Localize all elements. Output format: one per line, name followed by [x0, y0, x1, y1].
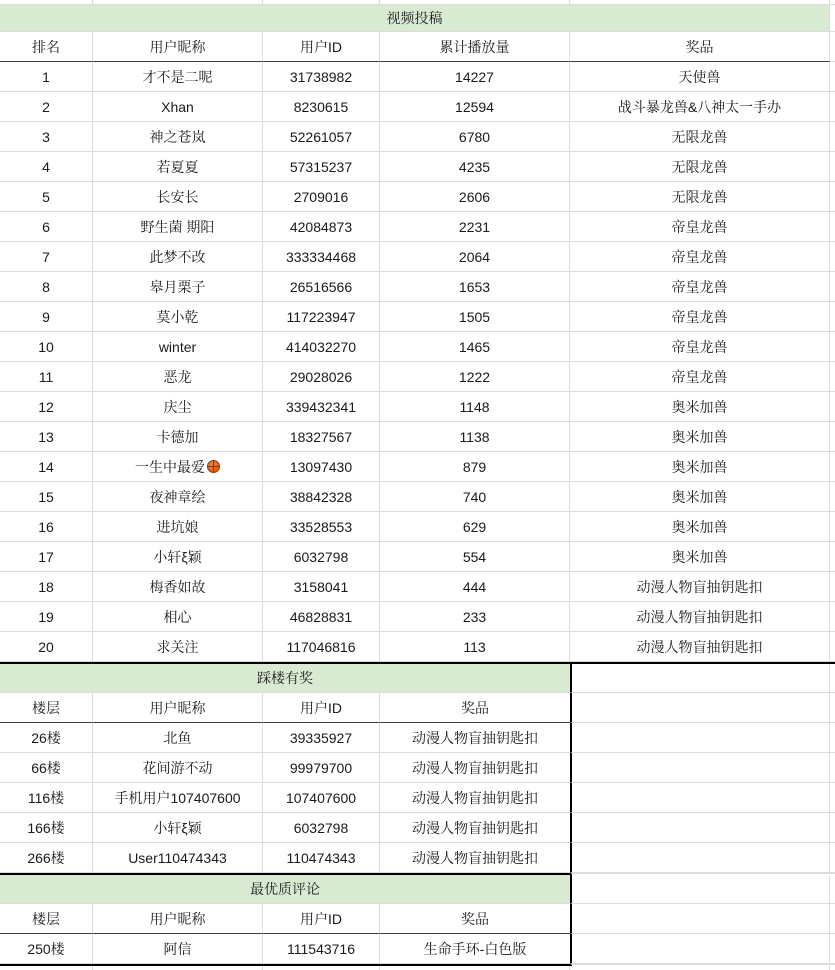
grid-cell — [380, 966, 570, 970]
floor-cell[interactable]: 116楼 — [0, 783, 93, 813]
prize-cell[interactable]: 动漫人物盲抽钥匙扣 — [380, 723, 570, 753]
floor-table-row — [0, 783, 835, 813]
grid-cell — [830, 753, 835, 783]
user-id-cell[interactable]: 31738982 — [263, 62, 380, 92]
rank-cell[interactable]: 9 — [0, 302, 93, 332]
plays-cell[interactable]: 1653 — [380, 272, 570, 302]
grid-bottom-strip — [0, 966, 835, 970]
nickname-cell[interactable]: 长安长 — [93, 182, 263, 212]
grid-cell — [830, 422, 835, 452]
grid-cell — [570, 966, 830, 970]
user-id-cell[interactable]: 107407600 — [263, 783, 380, 813]
rank-cell[interactable]: 2 — [0, 92, 93, 122]
empty-cell[interactable] — [570, 813, 830, 843]
user-id-cell[interactable]: 52261057 — [263, 122, 380, 152]
plays-cell[interactable]: 6780 — [380, 122, 570, 152]
best-comment-col-header-user-id[interactable]: 用户ID — [263, 904, 380, 934]
floor-table-title: 踩楼有奖 — [257, 670, 313, 686]
grid-cell — [830, 904, 835, 934]
nickname-cell[interactable]: 恶龙 — [93, 362, 263, 392]
nickname-cell[interactable]: 进坑娘 — [93, 512, 263, 542]
plays-cell[interactable]: 14227 — [380, 62, 570, 92]
grid-cell — [830, 272, 835, 302]
grid-cell — [830, 182, 835, 212]
grid-cell — [830, 512, 835, 542]
empty-cell[interactable] — [570, 753, 830, 783]
user-id-cell[interactable]: 26516566 — [263, 272, 380, 302]
user-id-cell[interactable]: 57315237 — [263, 152, 380, 182]
video-table-row — [0, 302, 835, 332]
grid-cell — [830, 452, 835, 482]
floor-table-title-row — [0, 664, 835, 693]
grid-cell — [830, 302, 835, 332]
prize-cell[interactable]: 帝皇龙兽 — [570, 212, 830, 242]
prize-cell[interactable]: 帝皇龙兽 — [570, 272, 830, 302]
floor-cell[interactable]: 26楼 — [0, 723, 93, 753]
grid-cell — [830, 152, 835, 182]
grid-cell — [830, 62, 835, 92]
user-id-cell[interactable]: 13097430 — [263, 452, 380, 482]
user-id-cell[interactable]: 117046816 — [263, 632, 380, 662]
video-table-row — [0, 392, 835, 422]
prize-cell[interactable]: 奥米加兽 — [570, 512, 830, 542]
floor-cell[interactable]: 166楼 — [0, 813, 93, 843]
video-table-row — [0, 452, 835, 482]
prize-cell[interactable]: 无限龙兽 — [570, 182, 830, 212]
nickname-cell[interactable]: 皋月栗子 — [93, 272, 263, 302]
video-table-body — [0, 62, 835, 662]
nickname-cell[interactable]: 才不是二呢 — [93, 62, 263, 92]
plays-cell[interactable]: 1465 — [380, 332, 570, 362]
plays-cell[interactable]: 2064 — [380, 242, 570, 272]
best-comment-table-row — [0, 934, 835, 964]
rank-cell[interactable]: 12 — [0, 392, 93, 422]
nickname-cell[interactable]: 卡德加 — [93, 422, 263, 452]
grid-cell — [830, 783, 835, 813]
user-id-cell[interactable]: 339432341 — [263, 392, 380, 422]
plays-cell[interactable]: 2231 — [380, 212, 570, 242]
prize-cell[interactable]: 无限龙兽 — [570, 152, 830, 182]
user-id-cell[interactable]: 414032270 — [263, 332, 380, 362]
user-id-cell[interactable]: 46828831 — [263, 602, 380, 632]
prize-cell[interactable]: 动漫人物盲抽钥匙扣 — [380, 753, 570, 783]
user-id-cell[interactable]: 3158041 — [263, 572, 380, 602]
plays-cell[interactable]: 1222 — [380, 362, 570, 392]
video-col-header-rank[interactable]: 排名 — [0, 32, 93, 62]
plays-cell[interactable]: 2606 — [380, 182, 570, 212]
video-table-title-row — [0, 5, 835, 32]
video-col-header-nickname[interactable]: 用户昵称 — [93, 32, 263, 62]
video-table-row — [0, 512, 835, 542]
nickname-cell[interactable]: 神之苍岚 — [93, 122, 263, 152]
plays-cell[interactable]: 554 — [380, 542, 570, 572]
user-id-cell[interactable]: 33528553 — [263, 512, 380, 542]
grid-cell — [830, 212, 835, 242]
grid-cell — [830, 966, 835, 970]
prize-cell[interactable]: 奥米加兽 — [570, 452, 830, 482]
video-table-row — [0, 572, 835, 602]
rank-cell[interactable]: 3 — [0, 122, 93, 152]
floor-table-body — [0, 723, 835, 873]
video-table-row — [0, 92, 835, 122]
prize-cell[interactable]: 动漫人物盲抽钥匙扣 — [380, 783, 570, 813]
grid-cell — [830, 934, 835, 964]
prize-cell[interactable]: 动漫人物盲抽钥匙扣 — [380, 843, 570, 873]
prize-cell[interactable]: 帝皇龙兽 — [570, 302, 830, 332]
empty-cell[interactable] — [570, 875, 830, 904]
plays-cell[interactable]: 629 — [380, 512, 570, 542]
video-table-row — [0, 542, 835, 572]
prize-cell[interactable]: 帝皇龙兽 — [570, 362, 830, 392]
prize-cell[interactable]: 动漫人物盲抽钥匙扣 — [570, 602, 830, 632]
nickname-cell[interactable]: Xhan — [93, 92, 263, 122]
nickname-cell[interactable]: User110474343 — [93, 843, 263, 873]
rank-cell[interactable]: 20 — [0, 632, 93, 662]
prize-cell[interactable]: 天使兽 — [570, 62, 830, 92]
user-id-cell[interactable]: 117223947 — [263, 302, 380, 332]
best-comment-table-title-cell[interactable] — [0, 875, 570, 904]
nickname-cell[interactable]: 梅香如故 — [93, 572, 263, 602]
user-id-cell[interactable]: 111543716 — [263, 934, 380, 964]
best-comment-table-header-row — [0, 904, 835, 934]
empty-cell[interactable] — [570, 783, 830, 813]
video-table-row — [0, 632, 835, 662]
grid-cell — [830, 482, 835, 512]
prize-cell[interactable]: 帝皇龙兽 — [570, 242, 830, 272]
rank-cell[interactable]: 14 — [0, 452, 93, 482]
user-id-cell[interactable]: 99979700 — [263, 753, 380, 783]
video-table-title-cell[interactable] — [0, 5, 830, 32]
best-comment-table-title-row — [0, 875, 835, 904]
prize-cell[interactable]: 奥米加兽 — [570, 422, 830, 452]
rank-cell[interactable]: 7 — [0, 242, 93, 272]
plays-cell[interactable]: 879 — [380, 452, 570, 482]
nickname-cell[interactable]: 庆尘 — [93, 392, 263, 422]
prize-cell[interactable]: 动漫人物盲抽钥匙扣 — [570, 632, 830, 662]
floor-col-header-floor[interactable]: 楼层 — [0, 693, 93, 723]
rank-cell[interactable]: 10 — [0, 332, 93, 362]
best-comment-col-header-floor[interactable]: 楼层 — [0, 904, 93, 934]
nickname-cell[interactable]: 野生菌 期阳 — [93, 212, 263, 242]
nickname-cell[interactable]: 若夏夏 — [93, 152, 263, 182]
grid-cell — [830, 392, 835, 422]
grid-cell — [830, 632, 835, 662]
prize-cell[interactable]: 动漫人物盲抽钥匙扣 — [380, 813, 570, 843]
grid-cell — [830, 5, 835, 32]
grid-cell — [830, 723, 835, 753]
basketball-emoji — [207, 460, 220, 473]
empty-cell[interactable] — [570, 693, 830, 723]
user-id-cell[interactable]: 29028026 — [263, 362, 380, 392]
floor-col-header-prize[interactable]: 奖品 — [380, 693, 570, 723]
grid-cell — [830, 32, 835, 62]
rank-cell[interactable]: 18 — [0, 572, 93, 602]
floor-table-row — [0, 843, 835, 873]
video-table-row — [0, 602, 835, 632]
prize-cell[interactable]: 动漫人物盲抽钥匙扣 — [570, 572, 830, 602]
grid-cell — [830, 693, 835, 723]
plays-cell[interactable]: 1148 — [380, 392, 570, 422]
rank-cell[interactable]: 17 — [0, 542, 93, 572]
rank-cell[interactable]: 4 — [0, 152, 93, 182]
user-id-cell[interactable]: 110474343 — [263, 843, 380, 873]
nickname-cell[interactable]: winter — [93, 332, 263, 362]
rank-cell[interactable]: 8 — [0, 272, 93, 302]
grid-cell — [830, 242, 835, 272]
video-table-title: 视频投稿 — [386, 10, 443, 26]
floor-cell[interactable]: 66楼 — [0, 753, 93, 783]
rank-cell[interactable]: 5 — [0, 182, 93, 212]
best-comment-col-header-prize[interactable]: 奖品 — [380, 904, 570, 934]
floor-table-title-cell[interactable] — [0, 664, 570, 693]
rank-cell[interactable]: 11 — [0, 362, 93, 392]
best-comment-table-body — [0, 934, 835, 964]
video-table-row — [0, 332, 835, 362]
grid-cell — [830, 92, 835, 122]
empty-cell[interactable] — [570, 934, 830, 964]
plays-cell[interactable]: 233 — [380, 602, 570, 632]
video-table-row — [0, 482, 835, 512]
grid-cell — [830, 122, 835, 152]
best-comment-col-header-nickname[interactable]: 用户昵称 — [93, 904, 263, 934]
user-id-cell[interactable]: 42084873 — [263, 212, 380, 242]
nickname-cell[interactable]: 莫小乾 — [93, 302, 263, 332]
video-table-row — [0, 122, 835, 152]
user-id-cell[interactable]: 2709016 — [263, 182, 380, 212]
nickname-cell[interactable]: 北鱼 — [93, 723, 263, 753]
user-id-cell[interactable]: 333334468 — [263, 242, 380, 272]
plays-cell[interactable]: 1138 — [380, 422, 570, 452]
grid-cell — [263, 966, 380, 970]
grid-cell — [830, 332, 835, 362]
plays-cell[interactable]: 113 — [380, 632, 570, 662]
video-table-row — [0, 242, 835, 272]
grid-cell — [830, 664, 835, 693]
empty-cell[interactable] — [570, 843, 830, 873]
user-id-cell[interactable]: 8230615 — [263, 92, 380, 122]
nickname-cell[interactable]: 阿信 — [93, 934, 263, 964]
grid-cell — [830, 843, 835, 873]
nickname-cell[interactable]: 小轩ξ颖 — [93, 542, 263, 572]
video-table-row — [0, 422, 835, 452]
video-col-header-user-id[interactable]: 用户ID — [263, 32, 380, 62]
nickname-cell[interactable]: 相心 — [93, 602, 263, 632]
floor-cell[interactable]: 250楼 — [0, 934, 93, 964]
prize-cell[interactable]: 帝皇龙兽 — [570, 332, 830, 362]
prize-cell[interactable]: 奥米加兽 — [570, 542, 830, 572]
floor-table-row — [0, 813, 835, 843]
nickname-cell[interactable]: 夜神章绘 — [93, 482, 263, 512]
best-comment-table-title: 最优质评论 — [250, 881, 320, 897]
video-table-header-row — [0, 32, 835, 62]
video-col-header-plays[interactable]: 累计播放量 — [380, 32, 570, 62]
plays-cell[interactable]: 1505 — [380, 302, 570, 332]
nickname-cell[interactable]: 此梦不改 — [93, 242, 263, 272]
nickname-cell[interactable]: 小轩ξ颖 — [93, 813, 263, 843]
rank-cell[interactable]: 6 — [0, 212, 93, 242]
prize-cell[interactable]: 生命手环-白色版 — [380, 934, 570, 964]
prize-cell[interactable]: 战斗暴龙兽&八神太一手办 — [570, 92, 830, 122]
grid-cell — [0, 966, 93, 970]
user-id-cell[interactable]: 39335927 — [263, 723, 380, 753]
prize-cell[interactable]: 奥米加兽 — [570, 392, 830, 422]
floor-col-header-nickname[interactable]: 用户昵称 — [93, 693, 263, 723]
empty-cell[interactable] — [570, 723, 830, 753]
user-id-cell[interactable]: 6032798 — [263, 542, 380, 572]
grid-cell — [830, 362, 835, 392]
rank-cell[interactable]: 16 — [0, 512, 93, 542]
floor-table-row — [0, 723, 835, 753]
nickname-cell[interactable]: 花间游不动 — [93, 753, 263, 783]
grid-cell — [830, 602, 835, 632]
plays-cell[interactable]: 740 — [380, 482, 570, 512]
rank-cell[interactable]: 1 — [0, 62, 93, 92]
grid-cell — [830, 813, 835, 843]
prize-cell[interactable]: 奥米加兽 — [570, 482, 830, 512]
floor-col-header-user-id[interactable]: 用户ID — [263, 693, 380, 723]
floor-table-row — [0, 753, 835, 783]
video-table-row — [0, 152, 835, 182]
empty-cell[interactable] — [570, 904, 830, 934]
video-table-row — [0, 212, 835, 242]
video-table-row — [0, 362, 835, 392]
grid-cell — [830, 875, 835, 904]
plays-cell[interactable]: 444 — [380, 572, 570, 602]
plays-cell[interactable]: 12594 — [380, 92, 570, 122]
user-id-cell[interactable]: 6032798 — [263, 813, 380, 843]
plays-cell[interactable]: 4235 — [380, 152, 570, 182]
rank-cell[interactable]: 15 — [0, 482, 93, 512]
video-table-row — [0, 62, 835, 92]
prize-cell[interactable]: 无限龙兽 — [570, 122, 830, 152]
empty-cell[interactable] — [570, 664, 830, 693]
rank-cell[interactable]: 19 — [0, 602, 93, 632]
rank-cell[interactable]: 13 — [0, 422, 93, 452]
video-col-header-prize[interactable]: 奖品 — [570, 32, 830, 62]
user-id-cell[interactable]: 38842328 — [263, 482, 380, 512]
grid-cell — [830, 542, 835, 572]
user-id-cell[interactable]: 18327567 — [263, 422, 380, 452]
nickname-cell[interactable]: 一生中最爱 — [93, 452, 263, 482]
video-table-row — [0, 272, 835, 302]
grid-cell — [93, 966, 263, 970]
nickname-cell[interactable]: 求关注 — [93, 632, 263, 662]
nickname-cell[interactable]: 手机用户107407600 — [93, 783, 263, 813]
floor-table-header-row — [0, 693, 835, 723]
video-table-row — [0, 182, 835, 212]
floor-cell[interactable]: 266楼 — [0, 843, 93, 873]
grid-cell — [830, 572, 835, 602]
